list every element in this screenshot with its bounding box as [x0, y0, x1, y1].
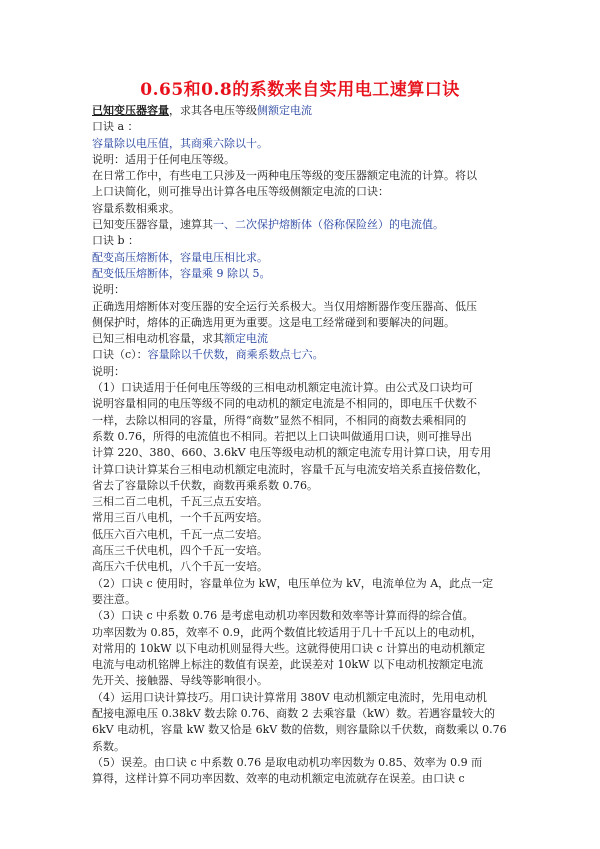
para-5-line-5: 先开关、接触器、导线等影响很小。: [92, 674, 268, 688]
heading-bold: 已知变压器容量: [92, 104, 169, 117]
para-3-line-3: 一样，去除以相同的容量，所得“商数”显然不相同，不相同的商数去乘相同的: [92, 413, 467, 427]
para-6-line-2: 配接电源电压 0.38kV 数去除 0.76、商数 2 去乘容量（kW）数。若遇容量较大的: [92, 706, 496, 720]
rule-c-label: 口诀（c）：: [92, 348, 148, 362]
document-title: 0.65和0.8的系数来自实用电工速算口诀: [140, 80, 460, 100]
para-3-line-7: 省去了容量除以千伏数，商数再乘系数 0.76。: [92, 478, 318, 492]
document-body: [92, 103, 522, 787]
note-3: 说明：: [92, 364, 125, 378]
para-4-line-2: 要注意。: [92, 592, 136, 606]
para-5-line-2: 功率因数为 0.85，效率不 0.9，此两个数值比较适用于几十千瓦以上的电动机，: [92, 625, 482, 639]
known-motor-current: [92, 331, 522, 347]
rule-c: [92, 347, 522, 363]
known3-blue: 额定电流: [224, 332, 268, 346]
rule-b-2: 配变低压熔断体，容量乘 9 除以 5。: [92, 266, 271, 280]
para-3-line-5: 计算 220、380、660、3.6kV 电压等级电动机的额定电流专用计算口诀，用专用: [92, 446, 492, 460]
heading-blue: 侧额定电流: [257, 104, 312, 117]
para-3-line-6: 计算口诀计算某台三相电动机额定电流时，容量千瓦与电流安培关系直接倍数化，: [92, 462, 488, 476]
para-3-line-4: 系数 0.76，所得的电流值也不相同。若把以上口诀叫做通用口诀，则可推导出: [92, 429, 472, 443]
rule-c-text: 容量除以千伏数，商乘系数点七六。: [147, 348, 324, 362]
motor-rule-3: 低压六百六电机，千瓦一点二安培。: [92, 527, 268, 541]
motor-rule-2: 常用三百八电机，一个千瓦两安培。: [92, 511, 268, 525]
rule-a-label: 口诀 a ：: [92, 120, 139, 134]
motor-rule-1: 三相二百二电机，千瓦三点五安培。: [92, 495, 268, 509]
para-2-line-1: 正确选用熔断体对变压器的安全运行关系极大。当仅用熔断器作变压器高、低压: [92, 299, 477, 313]
para-3-line-1: （1）口诀适用于任何电压等级的三相电动机额定电流计算。由公式及口诀均可: [92, 381, 473, 395]
motor-rule-5: 高压六千伏电机，八个千瓦一安培。: [92, 560, 268, 574]
note-2: 说明：: [92, 283, 125, 297]
para-4-line-1: （2）口诀 c 使用时，容量单位为 kW，电压单位为 kV，电流单位为 A，此点一定: [92, 576, 494, 590]
rule-a-text: 容量除以电压值，其商乘六除以十。: [92, 136, 268, 150]
para-1-line-2: 上口诀简化，则可推导出计算各电压等级侧额定电流的口诀：: [92, 185, 389, 199]
motor-rule-4: 高压三千伏电机，四个千瓦一安培。: [92, 544, 268, 558]
note-1: 说明：适用于任何电压等级。: [92, 152, 235, 166]
para-6-line-3: 6kV 电动机，容量 kW 数又恰是 6kV 数的倍数，则容量除以千伏数，商数乘以 0.76: [92, 723, 507, 737]
heading-rest: ，求其各电压等级: [169, 104, 257, 117]
para-7-line-2: 算得，这样计算不同功率因数、效率的电动机额定电流就存在误差。由口诀 c: [92, 772, 465, 786]
para-6-line-4: 系数。: [92, 739, 125, 753]
para-2-line-2: 侧保护时，熔体的正确选用更为重要。这是电工经常碰到和要解决的问题。: [92, 315, 455, 329]
known2-blue: 一、二次保护熔断体（俗称保险丝）的电流值。: [213, 218, 444, 232]
rule-b-label: 口诀 b ：: [92, 234, 140, 248]
para-5-line-1: （3）口诀 c 中系数 0.76 是考虑电动机功率因数和效率等计算而得的综合值。: [92, 609, 474, 623]
known-transformer-fuse: [92, 217, 522, 233]
known3-pre: 已知三相电动机容量，求其: [92, 332, 224, 346]
para-1-line-1: 在日常工作中，有些电工只涉及一两种电压等级的变压器额定电流的计算。将以: [92, 169, 477, 183]
para-5-line-3: 对常用的 10kW 以下电动机则显得大些。这就得使用口诀 c 计算出的电动机额定: [92, 641, 486, 655]
known2-pre: 已知变压器容量，速算其: [92, 218, 213, 232]
para-3-line-2: 说明容量相同的电压等级不同的电动机的额定电流是不相同的，即电压千伏数不: [92, 397, 477, 411]
rule-capacity: 容量系数相乘求。: [92, 201, 180, 215]
para-7-line-1: （5）误差。由口诀 c 中系数 0.76 是取电动机功率因数为 0.85、效率为 0.9 而: [92, 755, 483, 769]
section-heading-transformer: [92, 103, 522, 119]
para-6-line-1: （4）运用口诀计算技巧。用口诀计算常用 380V 电动机额定电流时，先用电动机: [92, 690, 487, 704]
para-5-line-4: 电流与电动机铭牌上标注的数值有误差，此误差对 10kW 以下电动机按额定电流: [92, 658, 483, 672]
rule-b-1: 配变高压熔断体，容量电压相比求。: [92, 250, 268, 264]
